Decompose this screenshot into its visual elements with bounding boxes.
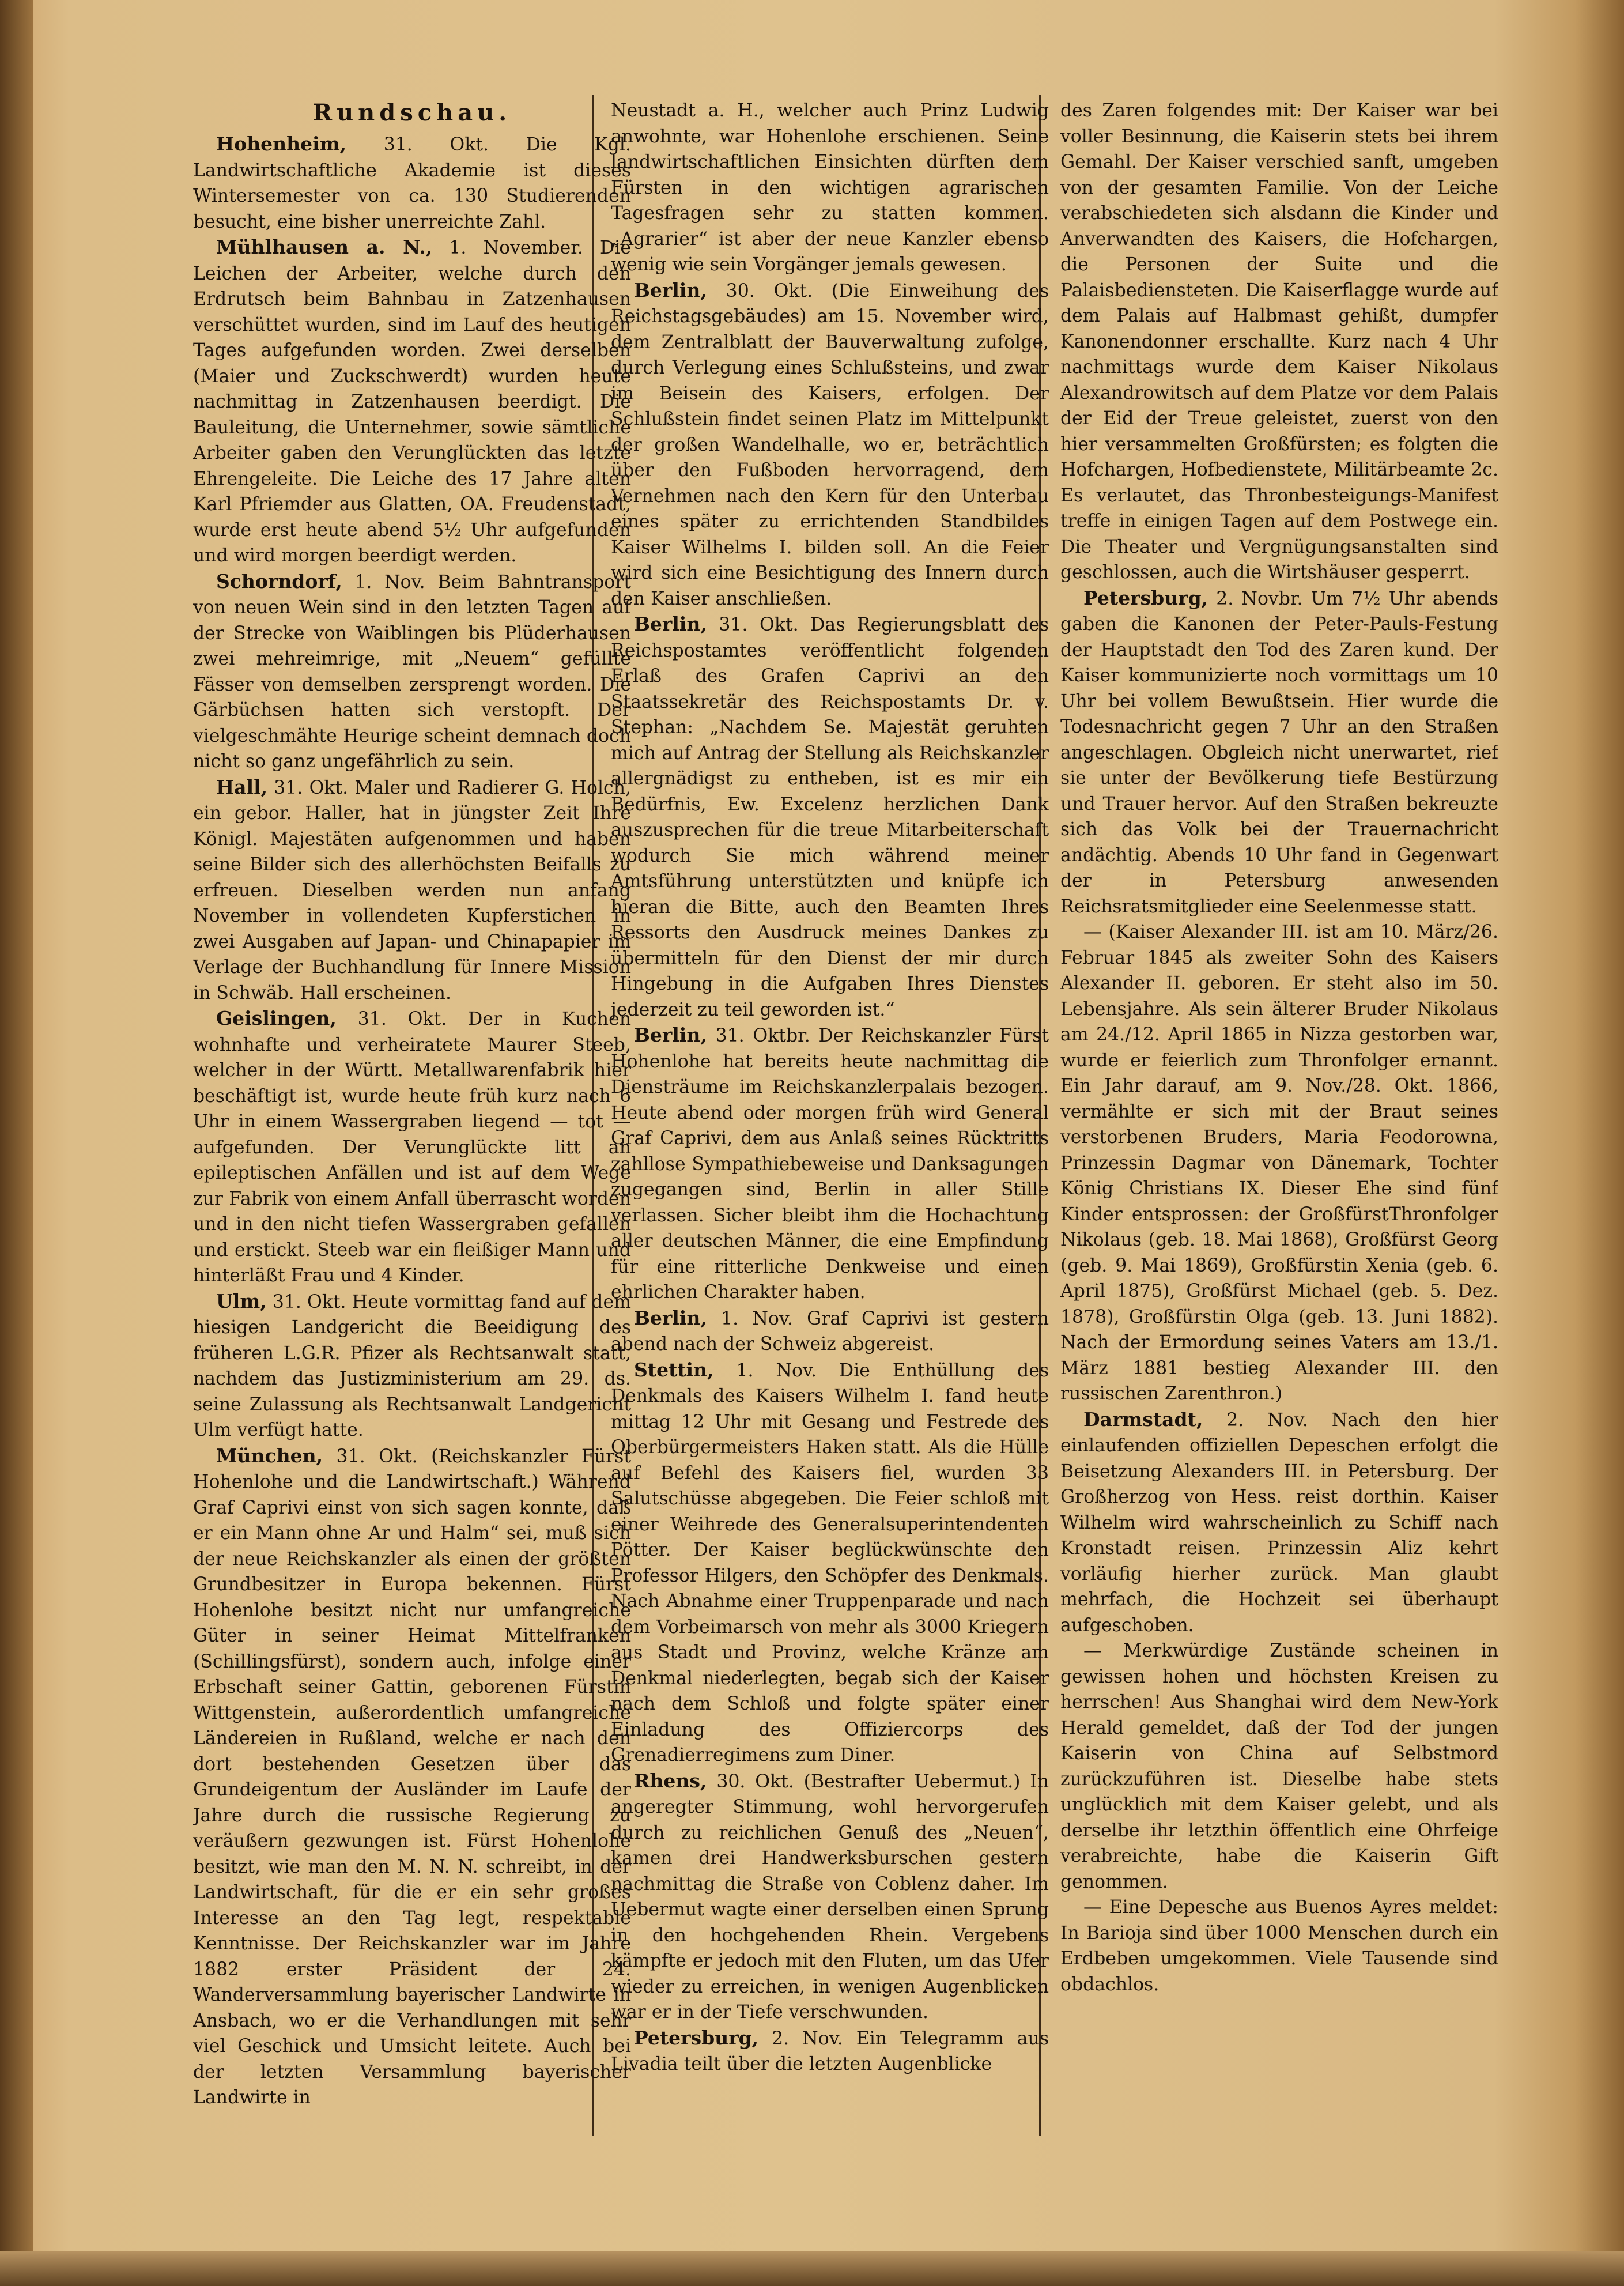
news-article (611, 2025, 1049, 2077)
article-text: 1. November. Die Leichen der Arbeiter, welche durch den Erdrutsch beim Bahnbau in Zatzenhausen verschüttet wurden, sind im Lauf des heutigen Tages aufgefunden worden. Zwei derselben (Maier und Zuckschwerdt) wurden heute nachmittag in Zatzenhausen beerdigt. Die Bauleitung, die Unternehmer, sowie sämtliche Arbeiter gaben den Verunglückten das letzte Ehrengeleite. Die Leiche des 17 Jahre alten Karl Pfriemder aus Glatten, OA. Freudenstadt, wurde erst heute abend 5½ Uhr aufgefunden und wird morgen beerdigt werden. (193, 237, 631, 566)
article-text: 31. Okt. Die Kgl. Landwirtschaftliche Akademie ist dieses Wintersemester von ca. 130 Studierenden besucht, eine bisher unerreichte Zahl. (193, 134, 631, 232)
news-article (193, 1443, 631, 2111)
article-text: — (Kaiser Alexander III. ist am 10. März/26. Februar 1845 als zweiter Sohn des Kaisers Alexander II. geboren. Er steht also im 50. Lebensjahre. Als sein älterer Bruder Nikolaus am 24./12. April 1865 in Nizza gestorben war, wurde er feierlich zum Thronfolger ernannt. Ein Jahr darauf, am 9. Nov./28. Okt. 1866, vermählte er sich mit der Braut seines verstorbenen Bruders, Maria Feodorowna, Prinzessin Dagmar von Dänemark, Tochter König Christians IX. Dieser Ehe sind fünf Kinder entsprossen: der GroßfürstThronfolger Nikolaus (geb. 18. Mai 1868), Großfürst Georg (geb. 9. Mai 1869), Großfürstin Xenia (geb. 6. April 1875), Großfürst Michael (geb. 5. Dez. 1878), Großfürstin Olga (geb. 13. Juni 1882). Nach der Ermordung seines Vaters am 13./1. März 1881 bestieg Alexander III. den russischen Zarenthron.) (1060, 922, 1498, 1404)
article-dateline: Mühlhausen a. N., (216, 236, 433, 258)
page-bottom-edge (0, 2251, 1624, 2286)
news-article (1060, 1895, 1498, 1997)
news-article (611, 278, 1049, 612)
news-article (1060, 919, 1498, 1407)
article-text: 31. Okt. Maler und Radierer G. Holch, ein gebor. Haller, hat in jüngster Zeit Ihre Königl. Majestäten aufgenommen und haben seine Bilder sich des allerhöchsten Beifalls zu erfreuen. Dieselben werden nun anfang November in vollendeten Kupferstichen in zwei Ausgaben auf Japan- und Chinapapier im Verlage der Buchhandlung für Innere Mission in Schwäb. Hall erscheinen. (193, 777, 631, 1004)
news-article (611, 612, 1049, 1023)
article-dateline: Stettin, (634, 1358, 714, 1381)
article-text: 1. Nov. Beim Bahntransport von neuen Wein sind in den letzten Tagen auf der Strecke von Waiblingen bis Plüderhausen zwei mehreimrige, mit „Neuem“ gefüllte Fässer von demselben zersprengt worden. Die Gärbüchsen hatten sich verstopft. Der vielgeschmähte Heurige scheint demnach doch nicht so ganz ungefährlich zu sein. (193, 571, 631, 772)
article-dateline: München, (216, 1444, 323, 1467)
news-article (611, 1306, 1049, 1357)
article-dateline: Darmstadt, (1083, 1408, 1203, 1431)
article-text: des Zaren folgendes mit: Der Kaiser war bei voller Besinnung, die Kaiserin stets bei ihrem Gemahl. Der Kaiser verschied sanft, umgeben von der gesamten Familie. Von der Leiche verabschiedeten sich alsdann die Kinder und Anverwandten des Kaisers, die Hofchargen, die Personen der Suite und die Palaisbediensteten. Die Kaiserflagge wurde auf dem Palais auf Halbmast gehißt, dumpfer Kanonendonner erschallte. Kurz nach 4 Uhr nachmittags wurde dem Kaiser Nikolaus Alexandrowitsch auf dem Platze vor dem Palais der Eid der Treue geleistet, zuerst von den hier versammelten Großfürsten; es folgten die Hofchargen, Hofbedienstete, Militärbeamte 2c. Es verlautet, das Thronbesteigungs-Manifest treffe in einigen Tagen auf dem Postwege ein. Die Theater und Vergnügungsanstalten sind geschlossen, auch die Wirtshäuser gesperrt. (1060, 100, 1498, 583)
article-text: 1. Nov. Graf Caprivi ist gestern abend nach der Schweiz abgereist. (611, 1308, 1049, 1355)
article-dateline: Ulm, (216, 1289, 267, 1312)
news-article (193, 1006, 631, 1289)
column-2 (611, 98, 1049, 2127)
article-text: 30. Okt. (Bestrafter Uebermut.) In angeregter Stimmung, wohl hervorgerufen durch zu reichlichen Genuß des „Neuen“, kamen drei Handwerksburschen gestern nachmittag die Straße von Coblenz daher. Im Uebermut wagte einer derselben einen Sprung in den hochgehenden Rhein. Vergebens kämpfte er jedoch mit den Fluten, um das Ufer wieder zu erreichen, in wenigen Augenblicken war er in der Tiefe verschwunden. (611, 1771, 1049, 2023)
news-article (1060, 1638, 1498, 1895)
news-article (193, 569, 631, 775)
article-dateline: Geislingen, (216, 1007, 337, 1029)
article-dateline: Hohenheim, (216, 133, 347, 155)
article-text: — Eine Depesche aus Buenos Ayres meldet: In Barioja sind über 1000 Menschen durch ein Erdbeben umgekommen. Viele Tausende sind obdachlos. (1060, 1897, 1498, 1995)
article-dateline: Rhens, (634, 1769, 707, 1792)
column-3 (1060, 98, 1498, 2127)
section-heading: Rundschau. (312, 99, 512, 126)
news-article (193, 1289, 631, 1443)
news-article (611, 1357, 1049, 1768)
article-dateline: Hall, (216, 775, 268, 798)
article-text: 30. Okt. (Die Einweihung des Reichstagsgebäudes) am 15. November wird, dem Zentralblatt der Bauverwaltung zufolge, durch Verlegung eines Schlußsteins, und zwar im Beisein des Kaisers, erfolgen. Der Schlußstein findet seinen Platz im Mittelpunkt der großen Wandelhalle, wo er, beträchtlich über den Fußboden hervorragend, dem Vernehmen nach den Kern für den Unterbau eines später zu errichtenden Standbildes Kaiser Wilhelms I. bilden soll. An die Feier wird sich eine Besichtigung des Innern durch den Kaiser anschließen. (611, 280, 1049, 609)
news-article (611, 1023, 1049, 1306)
news-article (1060, 1407, 1498, 1639)
article-text: 31. Okt. Der in Kuchen wohnhafte und verheiratete Maurer Steeb, welcher in der Württ. Metallwarenfabrik hier beschäftigt ist, wurde heute früh kurz nach 6 Uhr in einem Wassergraben liegend — tot — aufgefunden. Der Verunglückte litt an epileptischen Anfällen und ist auf dem Wege zur Fabrik von einem Anfall überrascht worden und in den nicht tiefen Wassergraben gefallen und erstickt. Steeb war ein fleißiger Mann und hinterläßt Frau und 4 Kinder. (193, 1009, 631, 1286)
news-article (193, 775, 631, 1006)
news-article (193, 235, 631, 569)
article-dateline: Petersburg, (1083, 586, 1208, 609)
article-text: Neustadt a. H., welcher auch Prinz Ludwig anwohnte, war Hohenlohe erschienen. Seine landwirtschaftlichen Einsichten dürften dem Fürsten in den wichtigen agrarischen Tagesfragen sehr zu statten kommen. „Agrarier“ ist aber der neue Kanzler ebenso wenig wie sein Vorgänger jemals gewesen. (611, 100, 1049, 275)
article-dateline: Berlin, (634, 613, 707, 635)
article-dateline: Berlin, (634, 1024, 707, 1046)
article-text: — Merkwürdige Zustände scheinen in gewissen hohen und höchsten Kreisen zu herrschen! Aus Shanghai wird dem New-York Herald gemeldet, daß der Tod der jungen Kaiserin von China auf Selbstmord zurückzuführen ist. Dieselbe habe stets unglücklich mit dem Kaiser gelebt, und als derselbe ihr letzthin öffentlich eine Ohrfeige verabreichte, habe die Kaiserin Gift genommen. (1060, 1640, 1498, 1892)
article-text: 31. Okt. (Reichskanzler Fürst Hohenlohe und die Landwirtschaft.) Während Graf Caprivi einst von sich sagen konnte, daß er ein Mann ohne Ar und Halm“ sei, muß sich der neue Reichskanzler als einen der größten Grundbesitzer in Europa bekennen. Fürst Hohenlohe besitzt nicht nur umfangreiche Güter in seiner Heimat Mittelfranken (Schillingsfürst), sondern auch, infolge einer Erbschaft seiner Gattin, geborenen Fürstin Wittgenstein, außerordentlich umfangreiche Ländereien in Rußland, welche er nach den dort bestehenden Gesetzen über das Grundeigentum der Ausländer im Laufe der Jahre durch die russische Regierung zu veräußern gezwungen ist. Fürst Hohenlohe besitzt, wie man den M. N. N. schreibt, in der Landwirtschaft, für die er ein sehr großes Interesse an den Tag legt, respektable Kenntnisse. Der Reichskanzler war im Jahre 1882 erster Präsident der 24. Wanderversammlung bayerischer Landwirte in Ansbach, wo er die Verhandlungen mit sehr viel Geschick und Umsicht leitete. Auch bei der letzten Versammlung bayerischer Landwirte in (193, 1446, 631, 2108)
article-text: 31. Okt. Heute vormittag fand auf dem hiesigen Landgericht die Beeidigung des früheren L.G.R. Pfizer als Rechtsanwalt statt, nachdem das Justizministerium am 29. ds. seine Zulassung als Rechtsanwalt Landgericht Ulm verfügt hatte. (193, 1291, 631, 1440)
news-article (193, 131, 631, 235)
article-text: 2. Novbr. Um 7½ Uhr abends gaben die Kanonen der Peter-Pauls-Festung der Hauptstadt den Tod des Zaren kund. Der Kaiser kommunizierte noch vormittags um 10 Uhr bei vollem Bewußtsein. Hier wurde die Todesnachricht gegen 7 Uhr an den Straßen angeschlagen. Obgleich nicht unerwartet, rief sie unter der Bevölkerung tiefe Bestürzung und Trauer hervor. Auf den Straßen bekreuzte sich das Volk bei der Trauernachricht andächtig. Abends 10 Uhr fand in Gegenwart der in Petersburg anwesenden Reichsratsmitglieder eine Seelenmesse statt. (1060, 588, 1498, 917)
article-dateline: Berlin, (634, 1306, 707, 1329)
page-binding-edge (0, 0, 33, 2286)
news-article (611, 1768, 1049, 2025)
article-text: 2. Nov. Nach den hier einlaufenden offiziellen Depeschen erfolgt die Beisetzung Alexanders III. in Petersburg. Der Großherzog von Hess. reist dorthin. Kaiser Wilhelm wird wahrscheinlich zu Schiff nach Kronstadt reisen. Prinzessin Aliz kehrt vorläufig hierher zurück. Man glaubt mehrfach, die Hochzeit sei überhaupt aufgeschoben. (1060, 1409, 1498, 1636)
column-1 (193, 98, 631, 2127)
article-dateline: Schorndorf, (216, 569, 342, 593)
article-text: 1. Nov. Die Enthüllung des Denkmals des Kaisers Wilhelm I. fand heute mittag 12 Uhr mit Gesang und Festrede des Oberbürgermeisters Haken statt. Als die Hülle auf Befehl des Kaisers fiel, wurden 33 Salutschüsse abgegeben. Die Feier schloß mit einer Weihrede des Generalsuperintendenten Pötter. Der Kaiser beglückwünschte den Professor Hilgers, den Schöpfer des Denkmals. Nach Abnahme einer Truppenparade und nach dem Vorbeimarsch von mehr als 3000 Kriegern aus Stadt und Provinz, welche Kränze am Denkmal niederlegten, begab sich der Kaiser nach dem Schloß und folgte später einer Einladung des Offiziercorps des Grenadierregimens zum Diner. (611, 1360, 1049, 1766)
article-dateline: Berlin, (634, 278, 707, 301)
news-article (611, 98, 1049, 278)
article-dateline: Petersburg, (634, 2026, 759, 2049)
article-text: 31. Oktbr. Der Reichskanzler Fürst Hohenlohe hat bereits heute nachmittag die Diensträume im Reichskanzlerpalais bezogen. Heute abend oder morgen früh wird General Graf Caprivi, dem aus Anlaß seines Rücktritts zahllose Sympathiebeweise und Danksagungen zugegangen sind, Berlin in aller Stille verlassen. Sicher bleibt ihm die Hochachtung aller deutschen Männer, die eine Empfindung für eine ritterliche Denkweise und einen ehrlichen Charakter haben. (611, 1025, 1049, 1303)
news-article (1060, 98, 1498, 586)
article-text: 2. Nov. Ein Telegramm aus Livadia teilt über die letzten Augenblicke (611, 2028, 1049, 2074)
news-article (1060, 586, 1498, 920)
article-text: 31. Okt. Das Regierungsblatt des Reichspostamtes veröffentlicht folgenden Erlaß des Grafen Caprivi an den Staatssekretär des Reichspostamts Dr. v. Stephan: „Nachdem Se. Majestät geruhten mich auf Antrag der Stellung als Reichskanzler allergnädigst zu entheben, ist es mir ein Bedürfnis, Ew. Excelenz herzlichen Dank auszusprechen für die treue Mitarbeiterschaft wodurch Sie mich während meiner Amtsführung unterstützten und knüpfe ich hieran die Bitte, auch den Beamten Ihres Ressorts den Ausdruck meines Dankes zu übermitteln für den Dienst der mir durch Hingebung in die Aufgaben Ihres Dienstes jederzeit zu teil geworden ist.“ (611, 614, 1049, 1020)
